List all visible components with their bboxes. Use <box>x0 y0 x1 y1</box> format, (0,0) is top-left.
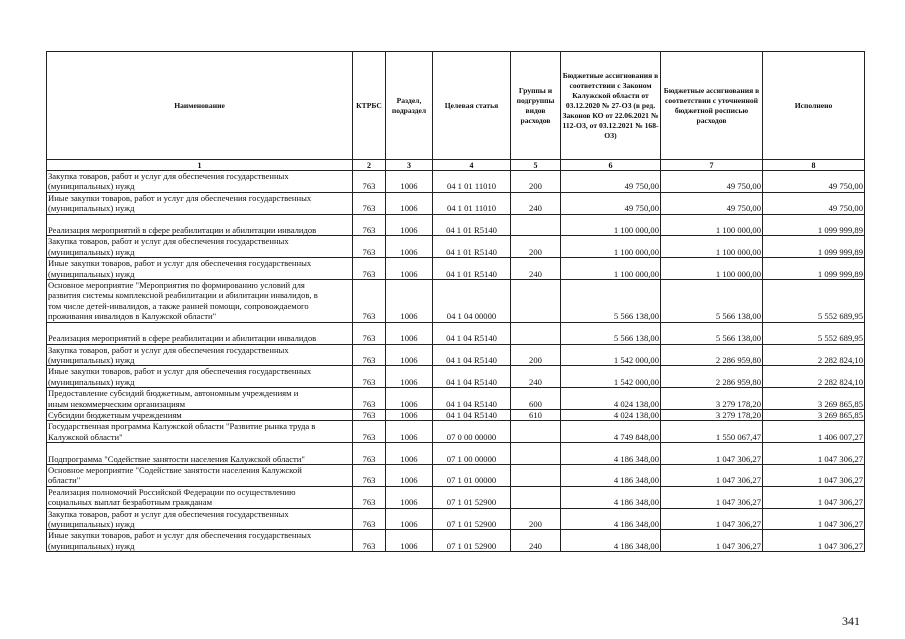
column-number: 1 <box>47 160 353 171</box>
row-name: Реализация мероприятий в сфере реабилитации и абилитации инвалидов <box>47 214 353 236</box>
row-name: Реализация полномочий Российской Федерации по осуществлению социальных выплат безработным гражданам <box>47 486 353 508</box>
table-row <box>47 280 865 323</box>
row-refined: 49 750,00 <box>661 192 763 214</box>
row-refined: 5 566 138,00 <box>661 280 763 323</box>
column-number-row <box>47 160 865 171</box>
row-refined: 3 279 178,20 <box>661 409 763 420</box>
row-executed: 1 047 306,27 <box>763 464 865 486</box>
row-executed: 1 047 306,27 <box>763 486 865 508</box>
header-groups: Группы и подгруппы видов расходов <box>511 52 561 160</box>
row-ktrbs: 763 <box>353 530 386 552</box>
row-target: 04 1 04 00000 <box>433 280 511 323</box>
row-section: 1006 <box>386 192 433 214</box>
header-refined: Бюджетные ассигнования в соответствии с уточненной бюджетной росписью расходов <box>661 52 763 160</box>
row-refined: 1 100 000,00 <box>661 214 763 236</box>
row-name: Иные закупки товаров, работ и услуг для обеспечения государственных (муниципальных) нужд <box>47 366 353 388</box>
row-ktrbs: 763 <box>353 171 386 193</box>
table-row <box>47 530 865 552</box>
row-refined: 1 047 306,27 <box>661 530 763 552</box>
row-target: 07 1 01 52900 <box>433 508 511 530</box>
row-target: 04 1 04 R5140 <box>433 409 511 420</box>
row-assigned: 5 566 138,00 <box>561 322 661 344</box>
row-refined: 49 750,00 <box>661 171 763 193</box>
row-name: Иные закупки товаров, работ и услуг для обеспечения государственных (муниципальных) нужд <box>47 192 353 214</box>
row-target: 07 1 01 00000 <box>433 464 511 486</box>
row-executed: 5 552 689,95 <box>763 322 865 344</box>
row-name: Субсидии бюджетным учреждениям <box>47 409 353 420</box>
row-name: Подпрограмма "Содействие занятости населения Калужской области" <box>47 443 353 465</box>
row-group: 240 <box>511 366 561 388</box>
row-group: 200 <box>511 236 561 258</box>
row-executed: 3 269 865,85 <box>763 409 865 420</box>
row-section: 1006 <box>386 171 433 193</box>
column-number: 3 <box>386 160 433 171</box>
row-executed: 3 269 865,85 <box>763 388 865 410</box>
table-row <box>47 388 865 410</box>
row-target: 04 1 01 R5140 <box>433 258 511 280</box>
row-group: 600 <box>511 388 561 410</box>
row-section: 1006 <box>386 409 433 420</box>
row-section: 1006 <box>386 464 433 486</box>
table-row <box>47 421 865 443</box>
column-number: 4 <box>433 160 511 171</box>
row-group <box>511 421 561 443</box>
row-name: Закупка товаров, работ и услуг для обеспечения государственных (муниципальных) нужд <box>47 171 353 193</box>
row-group: 200 <box>511 344 561 366</box>
row-name: Закупка товаров, работ и услуг для обеспечения государственных (муниципальных) нужд <box>47 236 353 258</box>
table-row <box>47 344 865 366</box>
table-row <box>47 366 865 388</box>
row-target: 04 1 04 R5140 <box>433 344 511 366</box>
row-executed: 2 282 824,10 <box>763 344 865 366</box>
row-executed: 1 099 999,89 <box>763 258 865 280</box>
row-name: Иные закупки товаров, работ и услуг для обеспечения государственных (муниципальных) нужд <box>47 258 353 280</box>
row-refined: 2 286 959,80 <box>661 344 763 366</box>
table-row <box>47 322 865 344</box>
row-target: 04 1 04 R5140 <box>433 322 511 344</box>
row-section: 1006 <box>386 236 433 258</box>
row-assigned: 4 024 138,00 <box>561 409 661 420</box>
row-target: 07 1 01 52900 <box>433 530 511 552</box>
row-target: 04 1 04 R5140 <box>433 388 511 410</box>
row-target: 07 1 00 00000 <box>433 443 511 465</box>
row-executed: 49 750,00 <box>763 192 865 214</box>
row-assigned: 4 186 348,00 <box>561 464 661 486</box>
row-assigned: 4 024 138,00 <box>561 388 661 410</box>
row-section: 1006 <box>386 421 433 443</box>
row-assigned: 1 100 000,00 <box>561 236 661 258</box>
row-executed: 2 282 824,10 <box>763 366 865 388</box>
row-ktrbs: 763 <box>353 409 386 420</box>
table-row <box>47 443 865 465</box>
row-ktrbs: 763 <box>353 464 386 486</box>
row-group: 610 <box>511 409 561 420</box>
column-number: 6 <box>561 160 661 171</box>
row-section: 1006 <box>386 344 433 366</box>
row-name: Государственная программа Калужской области "Развитие рынка труда в Калужской области" <box>47 421 353 443</box>
row-target: 04 1 04 R5140 <box>433 366 511 388</box>
row-ktrbs: 763 <box>353 280 386 323</box>
row-section: 1006 <box>386 366 433 388</box>
row-group <box>511 322 561 344</box>
row-assigned: 4 749 848,00 <box>561 421 661 443</box>
row-target: 04 1 01 R5140 <box>433 214 511 236</box>
row-executed: 1 047 306,27 <box>763 508 865 530</box>
row-assigned: 4 186 348,00 <box>561 486 661 508</box>
row-group <box>511 443 561 465</box>
table-row <box>47 409 865 420</box>
row-refined: 1 047 306,27 <box>661 464 763 486</box>
row-refined: 5 566 138,00 <box>661 322 763 344</box>
row-executed: 1 047 306,27 <box>763 443 865 465</box>
row-ktrbs: 763 <box>353 192 386 214</box>
header-section: Раздел, подраздел <box>386 52 433 160</box>
row-ktrbs: 763 <box>353 258 386 280</box>
table-row <box>47 258 865 280</box>
row-section: 1006 <box>386 508 433 530</box>
table-row <box>47 486 865 508</box>
row-section: 1006 <box>386 443 433 465</box>
row-name: Иные закупки товаров, работ и услуг для обеспечения государственных (муниципальных) нужд <box>47 530 353 552</box>
row-assigned: 5 566 138,00 <box>561 280 661 323</box>
row-executed: 49 750,00 <box>763 171 865 193</box>
row-executed: 1 099 999,89 <box>763 236 865 258</box>
row-group: 240 <box>511 530 561 552</box>
table-row <box>47 192 865 214</box>
row-group <box>511 280 561 323</box>
table-row <box>47 214 865 236</box>
row-executed: 1 099 999,89 <box>763 214 865 236</box>
row-assigned: 1 542 000,00 <box>561 344 661 366</box>
table-row <box>47 236 865 258</box>
row-executed: 5 552 689,95 <box>763 280 865 323</box>
row-refined: 1 047 306,27 <box>661 508 763 530</box>
row-group: 200 <box>511 508 561 530</box>
header-executed: Исполнено <box>763 52 865 160</box>
row-section: 1006 <box>386 388 433 410</box>
row-executed: 1 047 306,27 <box>763 530 865 552</box>
row-name: Основное мероприятие "Содействие занятости населения Калужской области" <box>47 464 353 486</box>
row-refined: 1 047 306,27 <box>661 443 763 465</box>
row-name: Реализация мероприятий в сфере реабилитации и абилитации инвалидов <box>47 322 353 344</box>
row-section: 1006 <box>386 322 433 344</box>
table-row <box>47 464 865 486</box>
row-ktrbs: 763 <box>353 486 386 508</box>
row-refined: 1 100 000,00 <box>661 236 763 258</box>
row-assigned: 1 100 000,00 <box>561 214 661 236</box>
row-target: 07 0 00 00000 <box>433 421 511 443</box>
row-ktrbs: 763 <box>353 388 386 410</box>
row-refined: 3 279 178,20 <box>661 388 763 410</box>
header-name: Наименование <box>47 52 353 160</box>
page-number: 341 <box>842 614 860 628</box>
row-ktrbs: 763 <box>353 344 386 366</box>
row-refined: 1 550 067,47 <box>661 421 763 443</box>
column-number: 7 <box>661 160 763 171</box>
row-assigned: 1 542 000,00 <box>561 366 661 388</box>
header-assigned: Бюджетные ассигнования в соответствии с Законом Калужской области от 03.12.2020 № 27-ОЗ (в ред. Законов КО от 22.06.2021 № 112-ОЗ, от 03.12.2021 № 168-ОЗ) <box>561 52 661 160</box>
table-body <box>47 171 865 552</box>
row-refined: 1 047 306,27 <box>661 486 763 508</box>
row-ktrbs: 763 <box>353 236 386 258</box>
column-number: 2 <box>353 160 386 171</box>
row-ktrbs: 763 <box>353 421 386 443</box>
row-assigned: 49 750,00 <box>561 171 661 193</box>
row-target: 04 1 01 11010 <box>433 192 511 214</box>
row-assigned: 1 100 000,00 <box>561 258 661 280</box>
row-group: 240 <box>511 258 561 280</box>
row-ktrbs: 763 <box>353 443 386 465</box>
row-group <box>511 464 561 486</box>
row-ktrbs: 763 <box>353 366 386 388</box>
row-assigned: 49 750,00 <box>561 192 661 214</box>
row-target: 04 1 01 R5140 <box>433 236 511 258</box>
budget-table <box>46 51 865 552</box>
table-row <box>47 171 865 193</box>
row-section: 1006 <box>386 530 433 552</box>
row-group <box>511 214 561 236</box>
row-ktrbs: 763 <box>353 508 386 530</box>
row-name: Предоставление субсидий бюджетным, автономным учреждениям и иным некоммерческим организациям <box>47 388 353 410</box>
row-name: Основное мероприятие "Мероприятия по формированию условий для развития системы комплексной реабилитации и абилитации инвалидов, в том числе детей-инвалидов, а также ранней помощи, сопровождаемого проживания инвалидов в Калужской области" <box>47 280 353 323</box>
row-group: 200 <box>511 171 561 193</box>
row-ktrbs: 763 <box>353 322 386 344</box>
row-section: 1006 <box>386 486 433 508</box>
row-section: 1006 <box>386 258 433 280</box>
header-target: Целевая статья <box>433 52 511 160</box>
row-name: Закупка товаров, работ и услуг для обеспечения государственных (муниципальных) нужд <box>47 344 353 366</box>
row-section: 1006 <box>386 280 433 323</box>
row-target: 04 1 01 11010 <box>433 171 511 193</box>
row-assigned: 4 186 348,00 <box>561 443 661 465</box>
column-number: 8 <box>763 160 865 171</box>
row-refined: 1 100 000,00 <box>661 258 763 280</box>
row-executed: 1 406 007,27 <box>763 421 865 443</box>
header-row <box>47 52 865 160</box>
row-assigned: 4 186 348,00 <box>561 530 661 552</box>
table-row <box>47 508 865 530</box>
row-name: Закупка товаров, работ и услуг для обеспечения государственных (муниципальных) нужд <box>47 508 353 530</box>
row-assigned: 4 186 348,00 <box>561 508 661 530</box>
row-group: 240 <box>511 192 561 214</box>
row-target: 07 1 01 52900 <box>433 486 511 508</box>
header-ktrbs: КТРБС <box>353 52 386 160</box>
row-section: 1006 <box>386 214 433 236</box>
row-refined: 2 286 959,80 <box>661 366 763 388</box>
row-group <box>511 486 561 508</box>
row-ktrbs: 763 <box>353 214 386 236</box>
column-number: 5 <box>511 160 561 171</box>
